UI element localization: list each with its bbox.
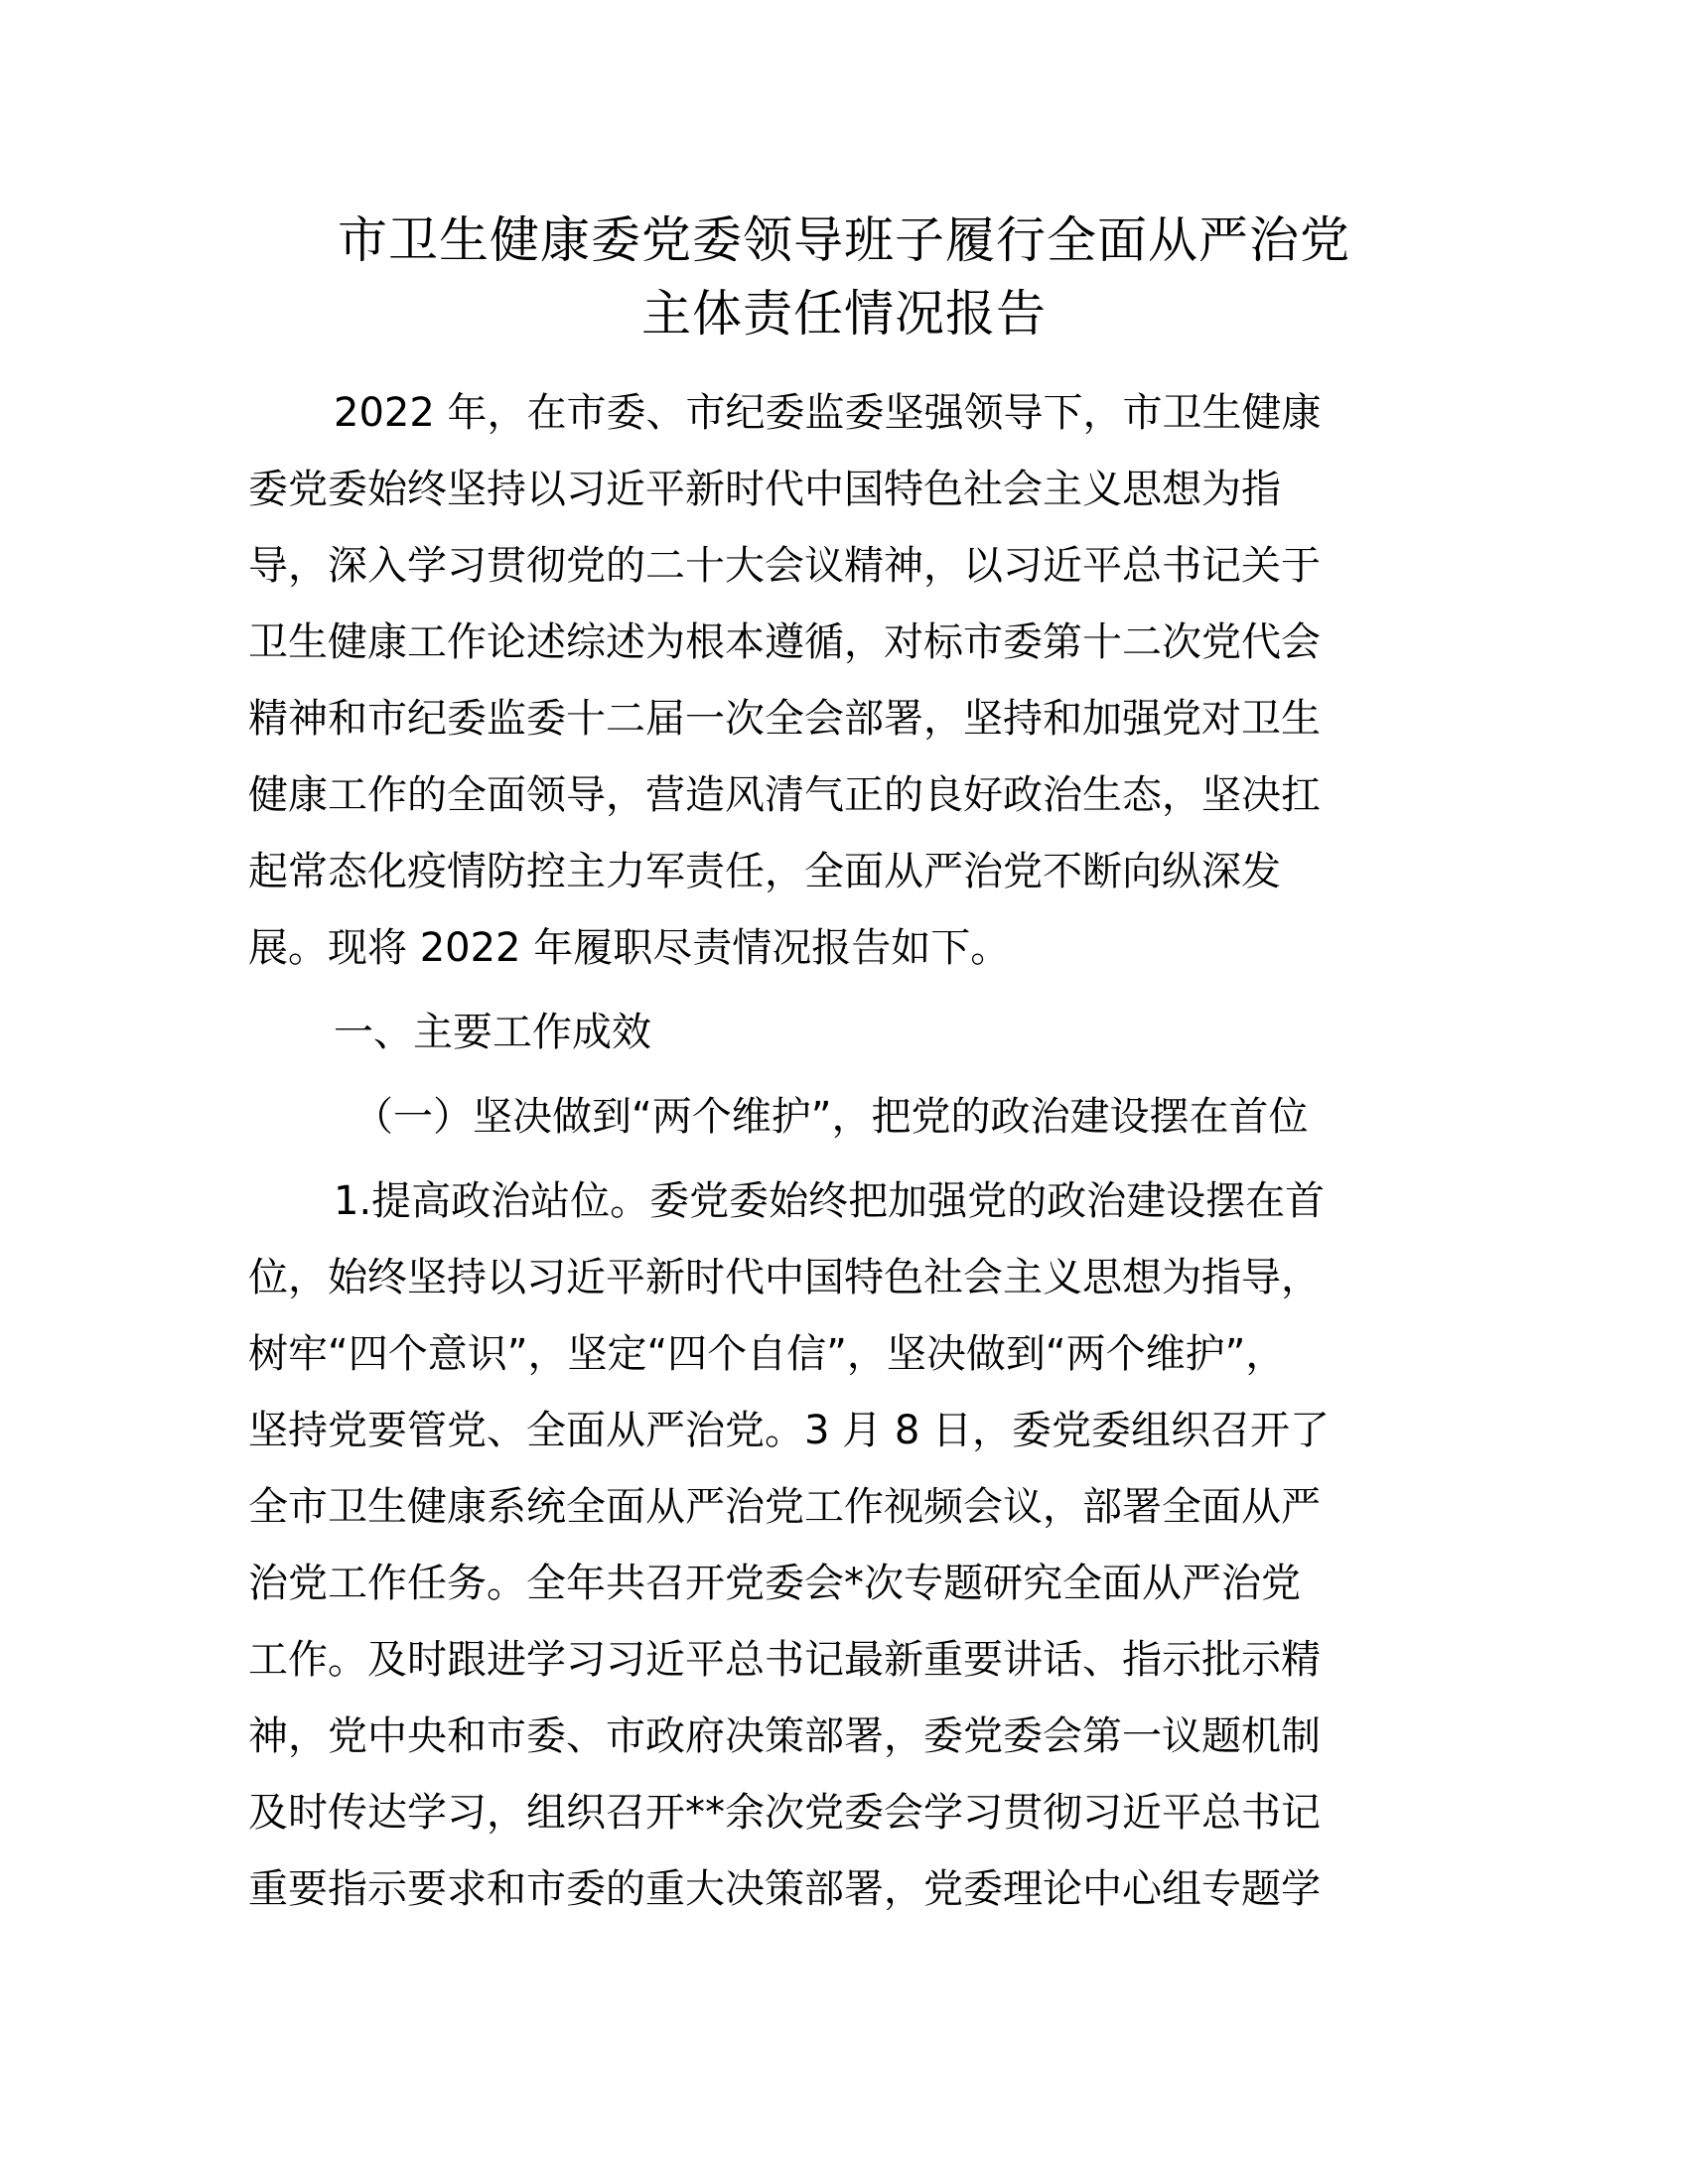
intro-paragraph-line: 委党委始终坚持以习近平新时代中国特色社会主义思想为指 — [248, 467, 1281, 512]
section-paragraph-line: 全市卫生健康系统全面从严治党工作视频会议，部署全面从严 — [248, 1484, 1321, 1530]
section-paragraph-line: 治党工作任务。全年共召开党委会*次专题研究全面从严治党 — [248, 1561, 1301, 1606]
section-paragraph-line: 树牢“四个意识”，坚定“四个自信”，坚决做到“两个维护”， — [248, 1331, 1286, 1377]
document-title-line-2: 主体责任情况报告 — [641, 285, 1047, 342]
section-paragraph-line: 工作。及时跟进学习习近平总书记最新重要讲话、指示批示精 — [248, 1637, 1321, 1683]
intro-paragraph-line: 2022 年，在市委、市纪委监委坚强领导下，市卫生健康 — [334, 390, 1322, 436]
section-paragraph-line: 重要指示要求和市委的重大决策部署，党委理论中心组专题学 — [248, 1866, 1321, 1912]
document-title-line-1: 市卫生健康委党委领导班子履行全面从严治党 — [338, 211, 1350, 269]
section-paragraph-line: 坚持党要管党、全面从严治党。3 月 8 日，委党委组织召开了 — [248, 1408, 1331, 1453]
intro-paragraph-line: 精神和市纪委监委十二届一次全会部署，坚持和加强党对卫生 — [248, 696, 1321, 742]
section-paragraph-line: 位，始终坚持以习近平新时代中国特色社会主义思想为指导， — [248, 1255, 1321, 1300]
section-paragraph-line: 神，党中央和市委、市政府决策部署，委党委会第一议题机制 — [248, 1713, 1321, 1759]
section-paragraph-line: 1.提高政治站位。委党委始终把加强党的政治建设摆在首 — [334, 1178, 1326, 1224]
section-heading-level-2: （一）坚决做到“两个维护”，把党的政治建设摆在首位 — [353, 1094, 1309, 1140]
intro-paragraph-line: 健康工作的全面领导，营造风清气正的良好政治生态，坚决扛 — [248, 772, 1321, 818]
section-heading-level-1: 一、主要工作成效 — [334, 1010, 651, 1055]
document-body — [248, 375, 1430, 1928]
section-paragraph-line: 及时传达学习，组织召开**余次党委会学习贯彻习近平总书记 — [248, 1790, 1321, 1836]
intro-paragraph-line: 展。现将 2022 年履职尽责情况报告如下。 — [248, 925, 1011, 971]
intro-paragraph-line: 起常态化疫情防控主力军责任，全面从严治党不断向纵深发 — [248, 849, 1281, 894]
intro-paragraph-line: 卫生健康工作论述综述为根本遵循，对标市委第十二次党代会 — [248, 619, 1321, 665]
intro-paragraph-line: 导，深入学习贯彻党的二十大会议精神，以习近平总书记关于 — [248, 543, 1321, 589]
